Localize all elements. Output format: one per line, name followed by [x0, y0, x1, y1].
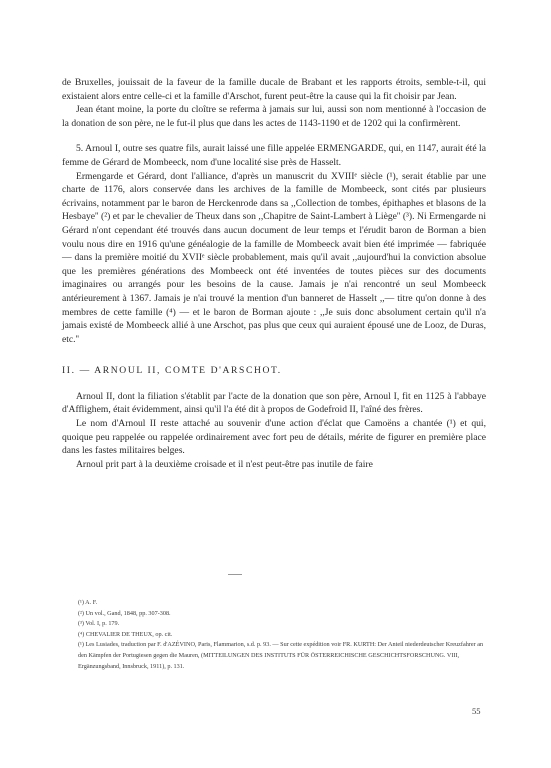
footnote-3: (³) Vol. I, p. 179. [78, 620, 120, 628]
body-text [62, 76, 486, 471]
footnotes [78, 598, 488, 672]
paragraph-7: Arnoul prit part à la deuxième croisade et il n'est peut-être pas inutile de faire [76, 458, 373, 470]
paragraph-2: Jean étant moine, la porte du cloître se referma à jamais sur lui, aussi son nom mentionné à l'occasion de la donation de son père, ne le fut-il plus que dans les actes de 1143-1190 et de 1202 qui la confirmèrent. [62, 104, 486, 129]
paragraph-5: Arnoul II, dont la filiation s'établit par l'acte de la donation que son père, Arnoul I, fit en 1125 à l'abbaye d'Afflighem, était évidemment, ainsi qu'il l'a été dit à propos de Godefroid II, l'aîné des frères. [62, 390, 486, 416]
separator-mark [228, 574, 242, 575]
paragraph-4: Ermengarde et Gérard, dont l'alliance, d'après un manuscrit du XVIIIᵉ siècle (¹), serait établie par une charte de 1176, alors conservée dans les archives de la famille de Mombeeck, sont cités par plusieurs écrivains, notamment par le baron de Herckenrode dans sa ,,Collection de tombes, épithaphes et blasons de la Hesbaye'' (²) et par le chevalier de Theux dans son ,,Chapitre de Saint-Lambert à Liège'' (³). Ni Ermengarde ni Gérard n'ont cependant été trouvés dans aucun document de leur temps et l'érudit baron de Borman a bien voulu nous dire en 1916 qu'une généalogie de la famille de Mombeeck avait bien été imprimée — fabriquée — dans la première moitié du XVIIᵉ siècle probablement, mais qu'il avait ,,aujourd'hui la conviction absolue que les premières générations des Mombeeck ont été inventées de toutes pièces sur des documents imaginaires ou arrangés pour les besoins de la cause. Jamais je n'ai rencontré un seul Mombeeck antérieurement à 1367. Jamais je n'ai trouvé la mention d'un banneret de Hasselt ,,— titre qu'on donne à des membres de cette famille (⁴) — et le baron de Borman ajoute : ,,Je suis donc absolument certain qu'il n'a jamais existé de Mombeeck allié à une Arschot, pas plus que ceux qui auraient épousé une de Looz, de Duras, etc.'' [62, 170, 486, 345]
footnote-1: (¹) A. F. [78, 599, 98, 606]
paragraph-6: Le nom d'Arnoul II reste attaché au souvenir d'une action d'éclat que Camoëns a chantée (¹) et qui, quoique peu rappelée ou rappelée ordinairement avec fort peu de détails, mérite de figurer en première place dans les fastes militaires belges. [62, 418, 486, 457]
footnote-5: (¹) Les Lusiades, traduction par F. d'AZÉVINO, Paris, Flammarion, s.d. p. 93. — Sur cette expédition voir FR. KURTH: Der Anteil niederdeutscher Kreuzfahrer an den Kämpfen der Portugiesen gegen die Mauren, (MITTEILUNGEN DES INSTITUTS FÜR ÖSTERREICHISCHE GESCHICHTSFORSCHUNG. VIII, Ergänzungsband, Innsbruck, 1911), p. 131. [78, 641, 484, 670]
paragraph-1: de Bruxelles, jouissait de la faveur de la famille ducale de Brabant et les rapports étroits, semble-t-il, qui existaient alors entre celle-ci et la famille d'Arschot, furent peut-être la cause qui la fit choisir par Jean. [62, 77, 486, 102]
page-number: 55 [472, 706, 481, 716]
footnote-2: (²) Un vol., Gand, 1848, pp. 307-308. [78, 609, 171, 617]
section-heading: II. — ARNOUL II, COMTE D'ARSCHOT. [62, 365, 282, 377]
paragraph-3: 5. Arnoul I, outre ses quatre fils, aurait laissé une fille appelée ERMENGARDE, qui, en 1147, aurait été la femme de Gérard de Mombeeck, nom d'une localité sise près de Hasselt. [62, 143, 486, 168]
footnote-4: (⁴) CHEVALIER DE THEUX, op. cit. [78, 630, 173, 638]
